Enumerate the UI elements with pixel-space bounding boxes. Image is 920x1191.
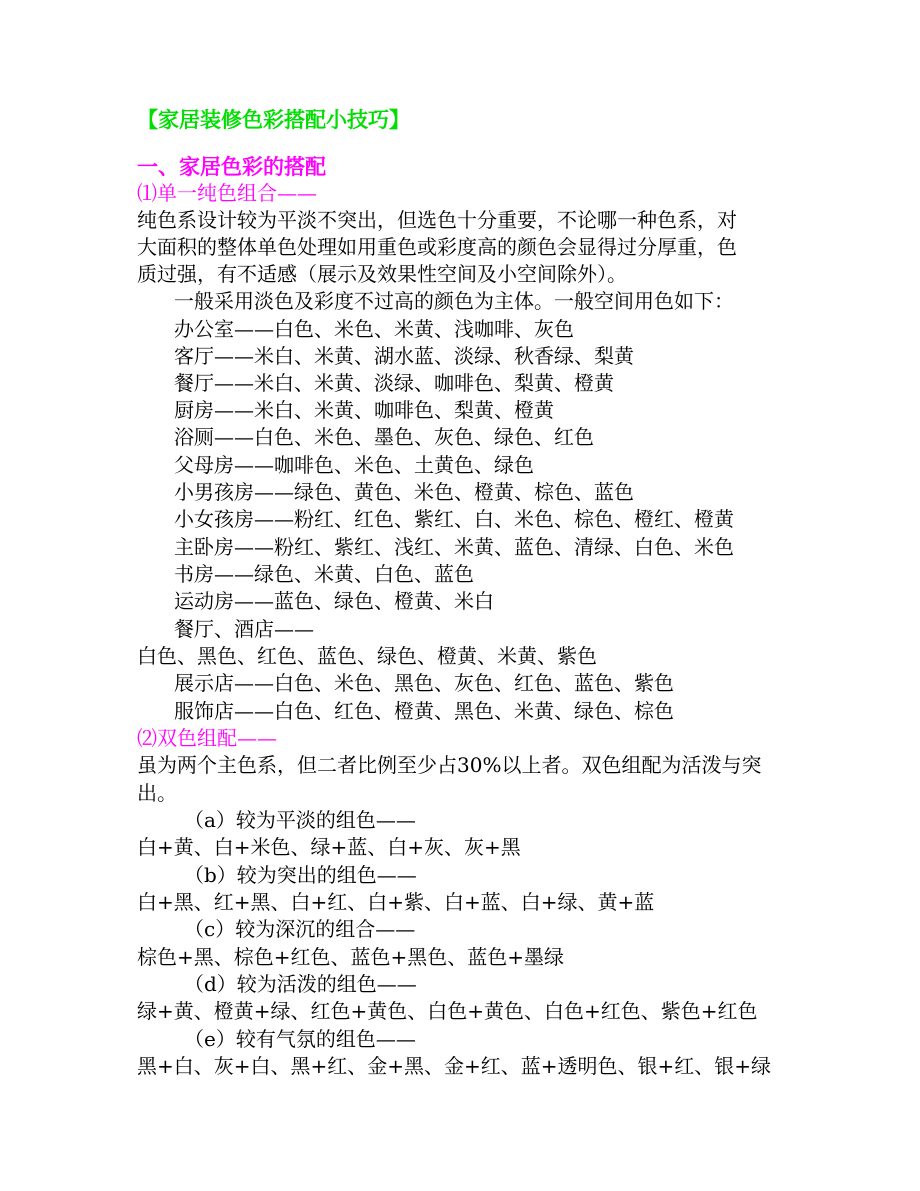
combo-values: 绿+黄、橙黄+绿、红色+黄色、白色+黄色、白色+红色、紫色+红色: [137, 999, 758, 1023]
room-color-line: 小女孩房——粉红、红色、紫红、白、米色、棕色、橙红、橙黄: [174, 507, 734, 531]
paragraph-line: 质过强，有不适感（展示及效果性空间及小空间除外）。: [137, 262, 627, 286]
paragraph-line: 虽为两个主色系，但二者比例至少占30%以上者。双色组配为活泼与突: [137, 753, 762, 777]
paragraph-line: 大面积的整体单色处理如用重色或彩度高的颜色会显得过分厚重，色: [137, 235, 737, 259]
room-color-line: 浴厕——白色、米色、墨色、灰色、绿色、红色: [174, 425, 594, 449]
paragraph-line: 出。: [137, 781, 177, 805]
combo-label: （e）较有气氛的组色——: [184, 1027, 416, 1051]
restaurant-colors: 白色、黑色、红色、蓝色、绿色、橙黄、米黄、紫色: [137, 644, 597, 668]
subheading-two-color: ⑵双色组配——: [137, 726, 277, 750]
paragraph-line: 纯色系设计较为平淡不突出，但选色十分重要，不论哪一种色系，对: [137, 208, 737, 232]
section-heading-color-matching: 一、家居色彩的搭配: [137, 154, 326, 179]
document-title: 【家居装修色彩搭配小技巧】: [137, 107, 410, 132]
combo-values: 黑+白、灰+白、黑+红、金+黑、金+红、蓝+透明色、银+红、银+绿: [137, 1054, 772, 1078]
showroom-line: 展示店——白色、米色、黑色、灰色、红色、蓝色、紫色: [174, 671, 674, 695]
intro-line: 一般采用淡色及彩度不过高的颜色为主体。一般空间用色如下：: [174, 289, 734, 313]
combo-label: （d）较为活泼的组色——: [184, 972, 417, 996]
room-color-line: 厨房——米白、米黄、咖啡色、梨黄、橙黄: [174, 398, 554, 422]
room-color-line: 小男孩房——绿色、黄色、米色、橙黄、棕色、蓝色: [174, 480, 634, 504]
combo-values: 白+黑、红+黑、白+红、白+紫、白+蓝、白+绿、黄+蓝: [137, 890, 655, 914]
room-color-line: 客厅——米白、米黄、湖水蓝、淡绿、秋香绿、梨黄: [174, 344, 634, 368]
room-color-line: 运动房——蓝色、绿色、橙黄、米白: [174, 589, 494, 613]
combo-values: 棕色+黑、棕色+红色、蓝色+黑色、蓝色+墨绿: [137, 945, 565, 969]
restaurant-label: 餐厅、酒店——: [174, 617, 314, 641]
combo-values: 白+黄、白+米色、绿+蓝、白+灰、灰+黑: [137, 835, 521, 859]
combo-label: （b）较为突出的组色——: [184, 863, 417, 887]
room-color-line: 书房——绿色、米黄、白色、蓝色: [174, 562, 474, 586]
room-color-line: 主卧房——粉红、紫红、浅红、米黄、蓝色、清绿、白色、米色: [174, 535, 734, 559]
combo-label: （a）较为平淡的组色——: [184, 808, 416, 832]
subheading-single-color: ⑴单一纯色组合——: [137, 181, 317, 205]
combo-label: （c）较为深沉的组合——: [184, 917, 416, 941]
room-color-line: 父母房——咖啡色、米色、土黄色、绿色: [174, 453, 534, 477]
room-color-line: 办公室——白色、米色、米黄、浅咖啡、灰色: [174, 317, 574, 341]
clothing-store-line: 服饰店——白色、红色、橙黄、黑色、米黄、绿色、棕色: [174, 699, 674, 723]
room-color-line: 餐厅——米白、米黄、淡绿、咖啡色、梨黄、橙黄: [174, 371, 614, 395]
